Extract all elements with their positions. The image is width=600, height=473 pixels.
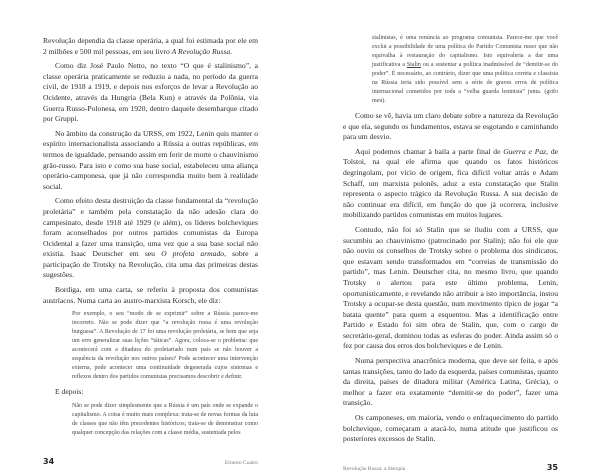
paragraph — [43, 36, 258, 57]
book-title: Guerra e Paz — [503, 146, 547, 156]
paragraph — [343, 147, 558, 221]
paragraph: Numa perspectiva anacrônica moderna, que deve ser feita, e após tantas transições, tanto do lado da esquerda, países comunistas, quanto da direita, países de ditadura militar (América Latina, Grécia), o melhor a fazer era exatamente “demitir-se do poder”, fazer uma transição. — [343, 356, 558, 408]
paragraph: Como se vê, havia um claro debate sobre a natureza da Revolução e que ela, segundo os fundamentos, estava se esgotando e caminhando para um desvio. — [343, 111, 558, 142]
right-page-body — [343, 34, 558, 449]
left-page — [43, 0, 258, 467]
running-head: Ernesto Cuairo — [224, 459, 258, 466]
paragraph: Contudo, não foi só Stalin que se iludiu com a URSS, que sucumbiu ao chauvinismo (patrocinado por Stalin); não foi ele que não ouviu os conselhos de Trotsky sobre o problema dos sindicatos, que estavam sendo transformados em “correias de transmissão do partido”, mas Lenin. Deutscher cita, no mesmo livro, que quando Trotsky o alertou para este último problema, Lenin, oportunisticamente, e revelando não atribuir a isto importância, instou Trotsky a ocupar-se desta questão, num movimento típico de jogar “a batata quente” para quem a esquentou. Mas a identificação entre Partido e Estado foi sim obra de Stalin, que, com o cargo de secretário-geral, dominou todas as esferas do poder. Ainda assim só o fez por causa dos erros dos bolcheviques e de Lenin. — [343, 224, 558, 351]
paragraph: E depois: — [55, 387, 84, 397]
text: , sobre a participação de Trotsky na Revolução, cita uma das primeiras destas sugestões. — [43, 249, 259, 280]
left-page-body — [43, 36, 258, 443]
block-quote-continued — [372, 34, 558, 106]
text: . — [230, 46, 233, 56]
book-title: O profeta armado — [161, 249, 225, 259]
block-quote: Por exemplo, o seu “modo de se exprimir” sobre a Rússia parece-me incorreto. Não se pode dizer que “a revolução russa é uma revolução burguesa”. A Revolução de 17 foi uma revolução proletária, se bem que seja um erro generalizar suas lições “táticas”. Agora, coloca-se o problema: que acontecerá com a ditadura do proletariado num país se não houver a sequência da revolução nos outros países? Pode acontecer uma intervenção externa, pode acontecer uma continuidade degenerada cujos sintomas e reflexos dentro dos partidos comunistas precisamos descobrir e definir. — [72, 311, 258, 381]
underlined-word: Stalin — [406, 62, 421, 68]
right-page — [343, 0, 558, 473]
text: , de Tolstoi, na qual ele afirma que quando os fatos históricos degringolam, por vício de origem, fica difícil voltar atrás e Adam Schaff, um marxista polonês, aduz a esta constatação que Stalin representa o aspecto trágico da Revolução Russa. A sua decisão de não continuar era difícil, em função do que já ocorrera, inclusive mobilizando partidos comunistas em muitos lugares. — [343, 146, 559, 220]
text: Como efeito desta destruição da classe fundamental da “revolução proletária” e também pela constatação da não adesão clara do campesinato, desde 1918 até 1929 (e além), os líderes bolcheviques foram aconselhados por outros partidos comunistas da Europa Ocidental a fazer uma transição, uma vez que a sua base social não existia. Isaac Deutscher em seu — [43, 196, 258, 259]
page-footer — [43, 457, 258, 467]
block-quote: Não se pode dizer simplesmente que a Rússia é um país onde se expande o capitalismo. A coisa é muito mais complexa: trata-se de novas formas da luta de classes que não têm precedentes históricos; trata-se de demonstrar como qualquer concepção das relações com a classe média, sustentada pelos — [72, 402, 258, 436]
text: stalinistas, é uma renúncia ao programa comunista. Parece-me que você exclui a possibilidade de uma política do Partido Comunista russo que não equivalha à restauração do capitalismo. Isto equivaleria a dar uma justificativa a — [372, 35, 558, 68]
paragraph: Bordiga, em uma carta, se referiu à proposta dos comunistas austríacos. Numa carta ao austro-marxista Korsch, ele diz: — [43, 285, 258, 305]
page-number: 34 — [43, 456, 55, 466]
page-footer — [343, 463, 558, 473]
paragraph: Os camponeses, em maioria, vendo o enfraquecimento do partido bolchevique, começaram a atacá-lo, numa atitude que justificou os posteriores excessos de Stalin. — [343, 413, 558, 444]
paragraph — [43, 196, 258, 281]
page-number: 35 — [546, 462, 558, 472]
text: Revolução dependia da classe operária, a qual foi estimada por ele em 2 milhões e 500 mil pessoas, em seu livro — [43, 36, 258, 56]
paragraph: Como diz José Paulo Netto, no texto “O que é stalinismo”, a classe operária praticamente se reduziu a nada, no período da guerra civil, de 1918 a 1919, e depois nos esforços de levar a Revolução ao Ocidente, através da Hungria (Bela Kun) e através da Polônia, via Guerra Russo-Polonesa, em 1920, dentro daquele desembarque citado por Gruppi. — [43, 61, 258, 124]
text: ou a sustentar a política inadmissível de “demitir-se do poder”. É necessário, ao contrário, dizer que uma política correta e classista na Rússia teria sido possível sem a série de graves erros de política internacional cometidos por toda a “velha guarda leninista” junta. (grifo meu). — [372, 62, 558, 104]
running-head: Revolução Russa: a distopia — [343, 465, 406, 472]
text: Aqui podemos chamar à baila a parte final de — [355, 146, 504, 156]
book-title: A Revolução Russa — [171, 46, 231, 56]
paragraph: No âmbito da construção da URSS, em 1922, Lenin quis manter o espírito internacionalista associando a Rússia a outras repúblicas, em termos de igualdade, pensando assim em ferir de morte o chauvinismo grão-russo. Para isto e como sua base social, estabeleceu uma aliança operário-camponesa, que já não correspondia muito bem à realidade social. — [43, 128, 258, 191]
